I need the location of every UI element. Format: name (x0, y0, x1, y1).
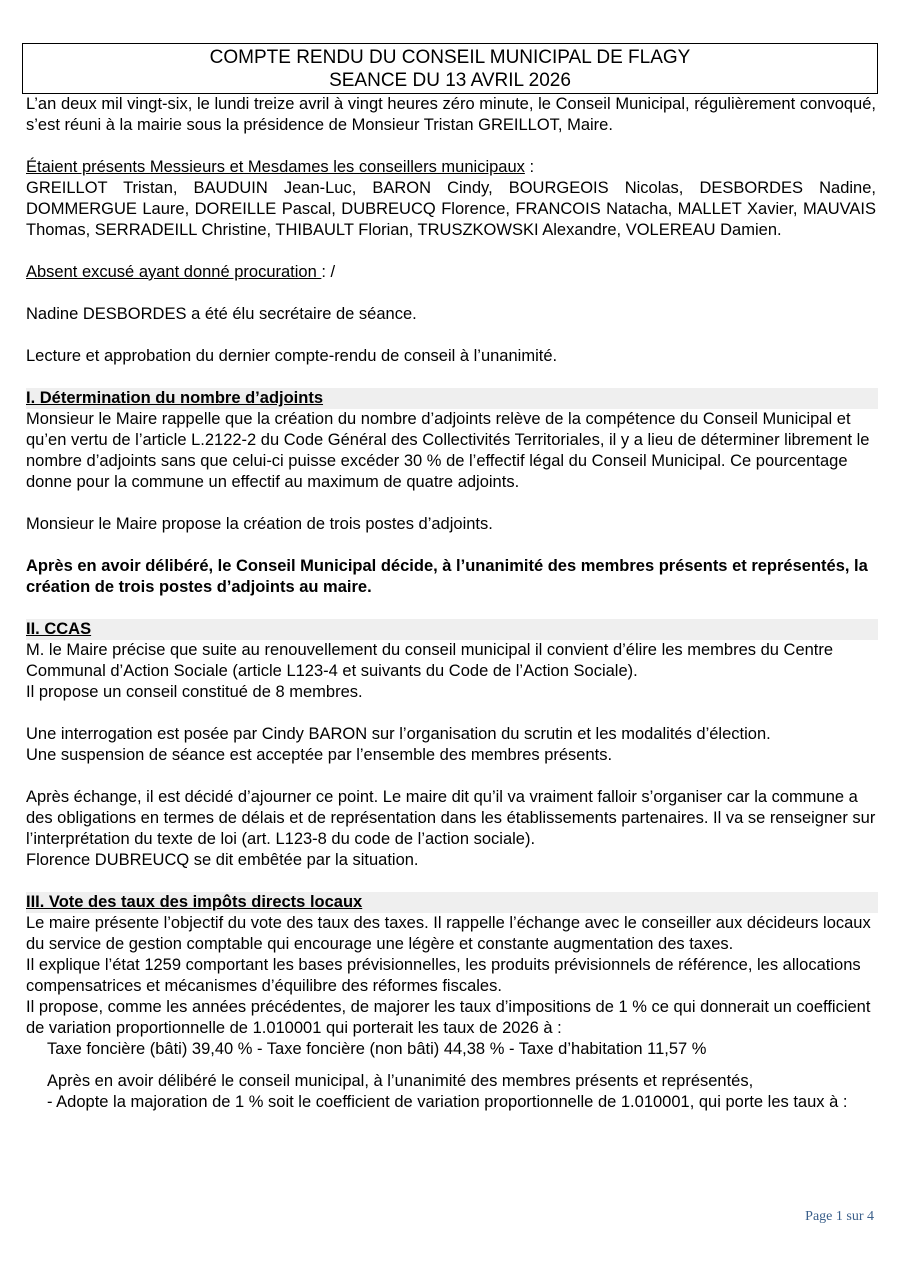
section-3-heading: III. Vote des taux des impôts directs locaux (26, 892, 878, 913)
presents-colon: : (524, 158, 535, 176)
absent-line (26, 262, 876, 283)
presents-heading (26, 157, 876, 178)
section-1-heading: I. Détermination du nombre d’adjoints (26, 388, 878, 409)
section-1-paragraph-1: Monsieur le Maire rappelle que la création du nombre d’adjoints relève de la compétence du Conseil Municipal et qu’en vertu de l’article L.2122-2 du Code Général des Collectivités Territoriales, il y a lieu de déterminer librement le nombre d’adjoints sans que celui-ci puisse excéder 30 % de l’effectif légal du Conseil Municipal. Ce pourcentage donne pour la commune un effectif au maximum de quatre adjoints. (26, 410, 870, 491)
approval-line: Lecture et approbation du dernier compte-rendu de conseil à l’unanimité. (26, 347, 558, 365)
section-1-decision: Après en avoir délibéré, le Conseil Municipal décide, à l’unanimité des membres présents et représentés, la création de trois postes d’adjoints au maire. (26, 557, 868, 596)
presents-names: GREILLOT Tristan, BAUDUIN Jean-Luc, BARON Cindy, BOURGEOIS Nicolas, DESBORDES Nadine, DOMMERGUE Laure, DOREILLE Pascal, DUBREUCQ Florence, FRANCOIS Natacha, MALLET Xavier, MAUVAIS Thomas, SERRADEILL Christine, THIBAULT Florian, TRUSZKOWSKI Alexandre, VOLEREAU Damien. (26, 179, 876, 239)
section-3-decision-1: Après en avoir délibéré le conseil municipal, à l’unanimité des membres présents et représentés, (47, 1072, 754, 1090)
tax-rates-line: Taxe foncière (bâti) 39,40 % - Taxe foncière (non bâti) 44,38 % - Taxe d’habitation 11,57 % (47, 1040, 707, 1058)
section-2-paragraph-3b: Florence DUBREUCQ se dit embêtée par la situation. (26, 851, 419, 869)
document-page (26, 43, 876, 1113)
section-3-decision-2: - Adopte la majoration de 1 % soit le coefficient de variation proportionnelle de 1.010001, qui porte les taux à : (47, 1093, 848, 1111)
section-2-heading: II. CCAS (26, 619, 878, 640)
absent-label: Absent excusé ayant donné procuration (26, 263, 322, 281)
section-3-paragraph-2: Il explique l’état 1259 comportant les bases prévisionnelles, les produits prévisionnels de référence, les allocations compensatrices et mécanismes d’équilibre des réformes fiscales. (26, 956, 861, 995)
intro-paragraph: L’an deux mil vingt-six, le lundi treize avril à vingt heures zéro minute, le Conseil Municipal, régulièrement convoqué, s’est réuni à la mairie sous la présidence de Monsieur Tristan GREILLOT, Maire. (26, 95, 876, 134)
section-3-paragraph-3: Il propose, comme les années précédentes, de majorer les taux d’impositions de 1 % ce qui donnerait un coefficient de variation proportionnelle de 1.010001 qui porterait les taux de 2026 à : (26, 998, 871, 1037)
presents-label: Étaient présents Messieurs et Mesdames les conseillers municipaux (26, 158, 525, 176)
section-2-paragraph-1b: Il propose un conseil constitué de 8 membres. (26, 683, 363, 701)
title-line-2: SEANCE DU 13 AVRIL 2026 (329, 70, 571, 91)
secretary-line: Nadine DESBORDES a été élu secrétaire de séance. (26, 305, 417, 323)
absent-value: : / (321, 263, 336, 281)
section-2-paragraph-1a: M. le Maire précise que suite au renouvellement du conseil municipal il convient d’élire les membres du Centre Communal d’Action Sociale (article L123-4 et suivants du Code de l’Action Sociale). (26, 641, 834, 680)
section-2-paragraph-2a: Une interrogation est posée par Cindy BARON sur l’organisation du scrutin et les modalités d’élection. (26, 725, 771, 743)
title-box (22, 43, 878, 94)
page-number: Page 1 sur 4 (805, 1209, 874, 1224)
section-2-paragraph-2b: Une suspension de séance est acceptée par l’ensemble des membres présents. (26, 746, 613, 764)
section-3-paragraph-1: Le maire présente l’objectif du vote des taux des taxes. Il rappelle l’échange avec le conseiller aux décideurs locaux du service de gestion comptable qui encourage une légère et constante augmentation des taxes. (26, 914, 871, 953)
section-1-paragraph-2: Monsieur le Maire propose la création de trois postes d’adjoints. (26, 515, 493, 533)
title-line-1: COMPTE RENDU DU CONSEIL MUNICIPAL DE FLAGY (209, 47, 691, 68)
section-2-paragraph-3a: Après échange, il est décidé d’ajourner ce point. Le maire dit qu’il va vraiment falloir s’organiser car la commune a des obligations en termes de délais et de représentation dans les établissements partenaires. Il va se renseigner sur l’interprétation du texte de loi (art. L123-8 du code de l’action sociale). (26, 788, 876, 848)
